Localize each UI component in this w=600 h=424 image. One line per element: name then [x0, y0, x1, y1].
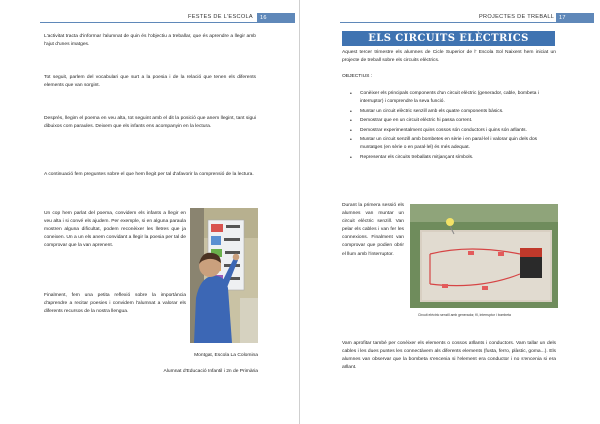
- paragraph: Finalment, fem una petita reflexió sobre la importància d'aprendre a recitar poesies i convidem l'alumnat a valorar els diferents recursos de la nostra llengua.: [44, 293, 186, 315]
- left-header-rule: [40, 22, 257, 23]
- list-item: • Representar els circuits treballats mitjançant símbols.: [360, 154, 558, 162]
- list-item: • Muntar un circuit elèctric senzill amb els quatre components bàsics.: [360, 108, 558, 116]
- signature-author: Alumnat d'Educació Infantil i 2n de Primària: [163, 369, 258, 374]
- objectives-list: [342, 90, 558, 163]
- objectives-heading: OBJECTIUS :: [342, 74, 373, 79]
- paragraph: Un cop hem parlat del poema, convidem els infants a llegir en veu alta i si convé els ajudem. Per exemple, si en alguna paraula mostren alguna dificultat, podem reconèixer les lletres que ja coneixen. Un a un els anem convidant a llegir la poesia per tal de comprovar que la van aprenent.: [44, 211, 186, 249]
- right-page-header: [300, 13, 600, 23]
- photo-caption: Circuit elèctric senzill amb generador, fil, interruptor i bombeta: [418, 313, 511, 317]
- paragraph: Després, llegim el poema en veu alta, tot seguint amb el dit la posició que anem llegint, tant sigui dibuixos com paraules. Deixem que els infants ens acompanyin en la lectura.: [44, 116, 256, 130]
- list-item: • Conèixer els principals components d'un circuit elèctric (generador, cable, bombeta i interruptor) i comprendre la seva funció.: [360, 90, 558, 107]
- right-header-rule: [340, 22, 556, 23]
- right-header-title: PROJECTES DE TREBALL: [479, 14, 555, 20]
- closing-text: Vam aprofitar també per conèixer els elements o cossos aïllants i conductors. Vam tallar un dels cables i les dues puntes les connectàvem als diferents elements (fusta, ferro, plàstic, goma...). Els alumnes van observar que la bombeta s'encenia si l'element era conductor i no s'encenia si era aïllant.: [342, 341, 556, 371]
- paragraph: Tot seguit, parlem del vocabulari que surt a la poesia i de la relació que tenen els diferents elements que van sorgint.: [44, 75, 256, 89]
- paragraph: A continuació fem preguntes sobre el que hem llegit per tal d'afavorir la comprensió de la lectura.: [44, 172, 254, 177]
- list-item: • Muntar un circuit senzill amb bombetes en sèrie i en paral·lel i valorar quin dels dos muntatges (en sèrie o en paral·lel) és més adequat.: [360, 136, 558, 153]
- left-page-number: 16: [257, 13, 295, 23]
- intro-text: Aquest tercer trimestre els alumnes de Cicle Superior de l' Escola Sol Naixent hem iniciat un projecte de treball sobre els circuits elèctrics.: [342, 50, 556, 64]
- list-item: • Demostrar experimentalment quins cossos són conductors i quins són aïllants.: [360, 127, 558, 135]
- signature-school: Montgat, Escola La Colomina: [194, 353, 258, 358]
- left-page-header: [0, 13, 300, 23]
- right-page-number: 17: [556, 13, 594, 23]
- list-item: • Demostrar que en un circuit elèctric hi passa corrent.: [360, 117, 558, 125]
- left-header-title: FESTES DE L'ESCOLA: [188, 14, 253, 20]
- section-banner: ELS CIRCUITS ELÈCTRICS: [342, 31, 555, 46]
- circuit-photo: [410, 204, 558, 308]
- session-text: Durant la primera sessió els alumnes van muntar un circuit elèctric senzill. Van pelar els cables i van fer les connexions. Finalment van comprovar que podien obrir el llum amb l'interruptor.: [342, 203, 404, 257]
- paragraph: L'activitat tracta d'informar l'alumnat de quin és l'objectiu a treballar, que és aprendre a llegir amb l'ajut d'unes imatges.: [44, 34, 256, 48]
- reading-photo: [190, 208, 258, 343]
